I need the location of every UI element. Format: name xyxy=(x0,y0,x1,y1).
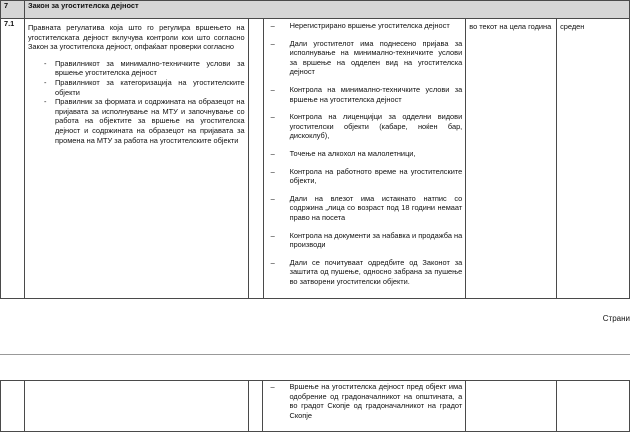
page-break-area xyxy=(0,302,630,382)
list-item: – Контрола на документи за набавка и продажба на производи xyxy=(267,231,463,250)
row-number: 7.1 xyxy=(1,19,25,299)
section-number: 7 xyxy=(1,1,25,19)
legal-intro: Правната регулатива која што го регулира вршењето на угостителската дејност вклучува контроли кои што согласно Закон за угостителска дејност, опфаќаат проверки согласно xyxy=(27,23,245,52)
checks-cell xyxy=(263,19,466,299)
list-item: – Вршење на угостителска дејност пред објект има одобрение од градоначалникот на општината, а во градот Скопје од градоначалникот на градот Скопје xyxy=(266,382,462,420)
spacer-cell xyxy=(248,381,263,432)
section-header-row xyxy=(1,1,630,19)
legal-basis-cell xyxy=(24,381,248,432)
list-item: – Контрола на работното време на угостителските објекти, xyxy=(267,167,463,186)
period-cell xyxy=(466,381,557,432)
legal-basis-cell xyxy=(24,19,248,299)
page-divider xyxy=(0,354,630,355)
regulation-list xyxy=(28,59,245,145)
inspection-table-continued xyxy=(0,380,630,432)
checks-list xyxy=(267,21,463,286)
table-row xyxy=(1,19,630,299)
section-title: Закон за угостителска дејност xyxy=(24,1,629,19)
list-item: – Точење на алкохол на малолетници, xyxy=(267,149,463,159)
risk-cell xyxy=(557,19,630,299)
risk-value: среден xyxy=(560,22,585,31)
spacer-cell xyxy=(248,19,263,299)
list-item: - Правилник за формата и содржината на образецот на пријавата за исполнување на МТУ и започнување со работа на објектите за вршење на угостителска дејност и содржината на образецот на пријавата за промена на МТУ за работа на угостителските објекти xyxy=(44,97,245,145)
row-number xyxy=(1,381,25,432)
list-item: - Правилникот за минимално-техничките услови за вршење угостителска дејност xyxy=(44,59,245,78)
risk-cell xyxy=(557,381,630,432)
checks-cell xyxy=(263,381,466,432)
list-item: – Контрола на минимално-техничките услови за вршење на угостителска дејност xyxy=(267,85,463,104)
list-item: – Дали се почитуваат одредбите од Законот за заштита од пушење, односно забрана за пушење во затворени угостителски објекти. xyxy=(267,258,463,287)
list-item: – Дали угостителот има поднесено пријава за исполнување на минимално-техничките услови за вршење на одделен вид на угостителска дејност xyxy=(267,39,463,77)
list-item: - Правилникот за категоризација на угостителските објекти xyxy=(44,78,245,97)
period-value: во текот на цела година xyxy=(469,22,552,31)
period-cell xyxy=(466,19,557,299)
table-row xyxy=(1,381,630,432)
page-number-label: Страни xyxy=(602,314,630,323)
list-item: – Нерегистрирано вршење угостителска дејност xyxy=(267,21,463,31)
list-item: – Контрола на лиценцијци за одделни видови угостителски објекти (кабаре, ноќен бар, дискоклуб), xyxy=(267,112,463,141)
list-item: – Дали на влезот има истакнато натпис со содржина „лица со возраст под 18 години немаат право на посета xyxy=(267,194,463,223)
checks-list xyxy=(266,382,462,420)
